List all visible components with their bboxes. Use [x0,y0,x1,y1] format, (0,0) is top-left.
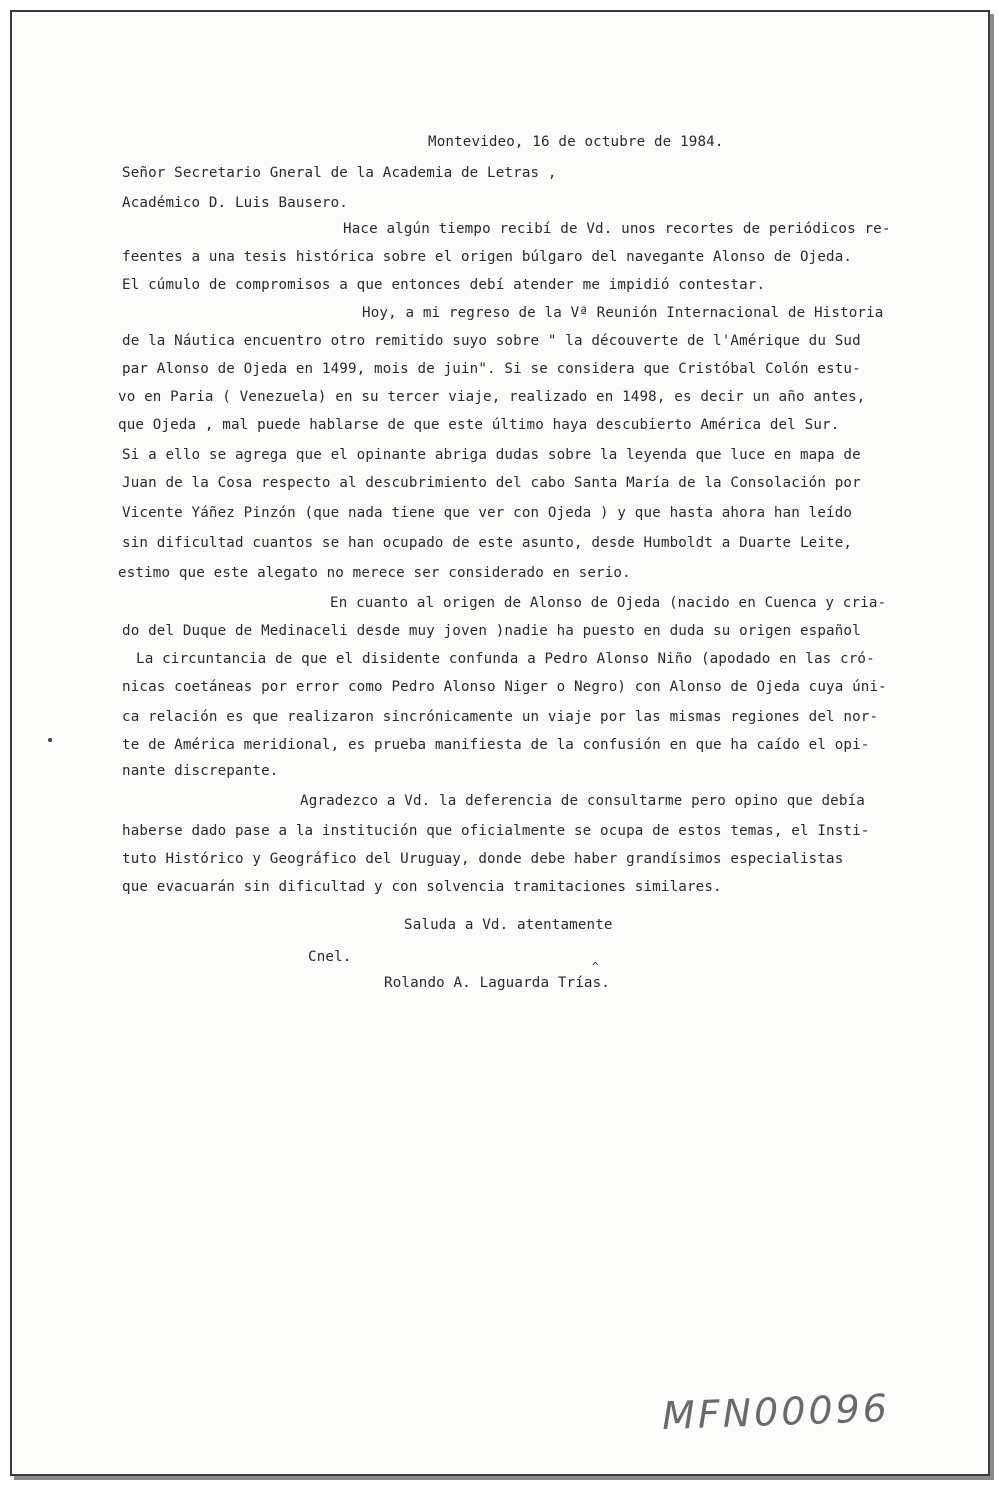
page-speck [48,738,52,742]
body-line: par Alonso de Ojeda en 1499, mois de juin". Si se considera que Cristóbal Colón estu- [122,361,861,377]
body-line: tuto Histórico y Geográfico del Uruguay, donde debe haber grandísimos especialistas [122,851,844,867]
closing-line: Saluda a Vd. atentamente [404,917,613,933]
body-line: La circuntancia de que el disidente confunda a Pedro Alonso Niño (apodado en las cró- [136,651,875,667]
body-line: que Ojeda , mal puede hablarse de que este último haya descubierto América del Sur. [118,417,840,433]
salutation-line-1: Señor Secretario Gneral de la Academia de Letras , [122,165,557,181]
signature-rank: Cnel. [308,949,352,965]
body-line: nante discrepante. [122,763,279,779]
archive-mark: MFN00096 [661,1386,891,1438]
body-line: Vicente Yáñez Pinzón (que nada tiene que ver con Ojeda ) y que hasta ahora han leído [122,505,853,521]
body-line: Juan de la Cosa respecto al descubrimiento del cabo Santa María de la Consolación por [122,475,861,491]
letter-date: Montevideo, 16 de octubre de 1984. [428,134,724,150]
body-line: El cúmulo de compromisos a que entonces debí atender me impidió contestar. [122,277,766,293]
body-line: do del Duque de Medinaceli desde muy joven )nadie ha puesto en duda su origen español [122,623,861,639]
salutation-line-2: Académico D. Luis Bausero. [122,195,348,211]
body-line: Agradezco a Vd. la deferencia de consultarme pero opino que debía [300,793,865,809]
body-line: ca relación es que realizaron sincrónicamente un viaje por las mismas regiones del nor- [122,709,879,725]
body-line: En cuanto al origen de Alonso de Ojeda (nacido en Cuenca y cria- [330,595,887,611]
body-line: que evacuarán sin dificultad y con solvencia tramitaciones similares. [122,879,722,895]
body-line: sin dificultad cuantos se han ocupado de este asunto, desde Humboldt a Duarte Leite, [122,535,853,551]
body-line: Hoy, a mi regreso de la Vª Reunión Internacional de Historia [362,305,884,321]
body-line: haberse dado pase a la institución que oficialmente se ocupa de estos temas, el Insti- [122,823,870,839]
body-line: de la Náutica encuentro otro remitido suyo sobre " la découverte de l'Amérique du Sud [122,333,861,349]
body-line: te de América meridional, es prueba manifiesta de la confusión en que ha caído el opi- [122,737,870,753]
signature-name: Rolando A. Laguarda Trías. [384,975,610,991]
body-line: Hace algún tiempo recibí de Vd. unos recortes de periódicos re- [343,221,891,237]
body-line: estimo que este alegato no merece ser considerado en serio. [118,565,631,581]
body-line: vo en Paria ( Venezuela) en su tercer viaje, realizado en 1498, es decir un año antes, [118,389,866,405]
body-line: Si a ello se agrega que el opinante abriga dudas sobre la leyenda que luce en mapa de [122,447,861,463]
body-line: feentes a una tesis histórica sobre el origen búlgaro del navegante Alonso de Ojeda. [122,249,853,265]
body-line: nicas coetáneas por error como Pedro Alonso Niger o Negro) con Alonso de Ojeda cuya úni- [122,679,887,695]
handwritten-accent: ^ [592,960,599,973]
